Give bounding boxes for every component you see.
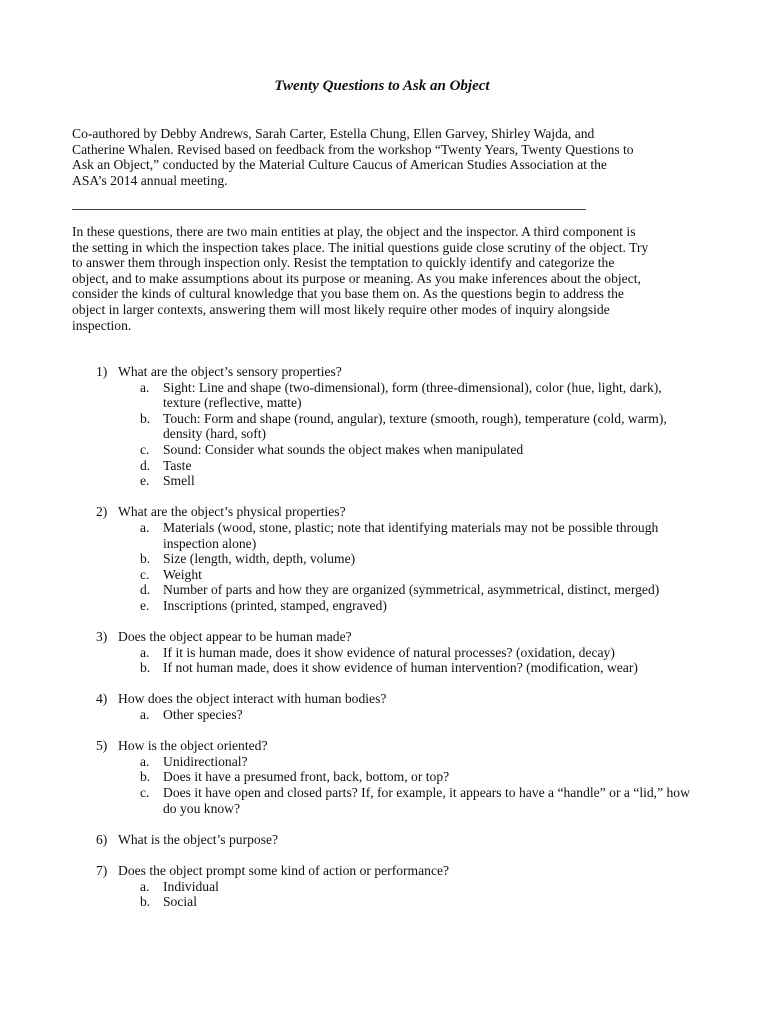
sub-question-letter: c. bbox=[140, 785, 150, 801]
sub-question-letter: a. bbox=[140, 644, 150, 660]
sub-question-text: Social bbox=[163, 894, 197, 910]
sub-question-letter: b. bbox=[140, 660, 151, 676]
sub-question-text: Smell bbox=[163, 473, 195, 489]
question-text: How is the object oriented? bbox=[118, 738, 268, 754]
sub-question-list bbox=[118, 520, 692, 614]
sub-question-text: Individual bbox=[163, 878, 219, 894]
sub-question-text: Taste bbox=[163, 457, 192, 473]
sub-question-letter: e. bbox=[140, 473, 150, 489]
sub-question-item bbox=[118, 785, 692, 816]
sub-question-letter: a. bbox=[140, 379, 150, 395]
sub-question-list bbox=[118, 645, 692, 676]
sub-question-item bbox=[118, 894, 692, 910]
sub-question-item bbox=[118, 769, 692, 785]
sub-question-list bbox=[118, 380, 692, 489]
question-text: What are the object’s sensory properties? bbox=[118, 364, 342, 379]
sub-question-letter: c. bbox=[140, 566, 150, 582]
question-item bbox=[72, 738, 692, 816]
sub-question-letter: a. bbox=[140, 878, 150, 894]
question-number: 1) bbox=[96, 364, 108, 379]
sub-question-item bbox=[118, 567, 692, 583]
question-item bbox=[72, 691, 692, 722]
sub-question-text: Number of parts and how they are organized (symmetrical, asymmetrical, distinct, merged) bbox=[163, 582, 660, 598]
question-text: Does the object prompt some kind of action or performance? bbox=[118, 863, 450, 878]
sub-question-letter: a. bbox=[140, 707, 150, 723]
sub-question-item bbox=[118, 754, 692, 770]
question-number: 3) bbox=[96, 629, 108, 645]
sub-question-letter: b. bbox=[140, 894, 151, 910]
sub-question-letter: e. bbox=[140, 597, 150, 613]
sub-question-text: Unidirectional? bbox=[163, 753, 248, 769]
sub-question-item bbox=[118, 411, 692, 442]
sub-question-letter: c. bbox=[140, 441, 150, 457]
sub-question-item bbox=[118, 442, 692, 458]
question-number: 6) bbox=[96, 831, 108, 847]
question-item bbox=[72, 504, 692, 613]
sub-question-item bbox=[118, 551, 692, 567]
question-number: 7) bbox=[96, 863, 108, 878]
sub-question-text: Sound: Consider what sounds the object makes when manipulated bbox=[163, 441, 524, 457]
sub-question-item bbox=[118, 879, 692, 895]
question-item bbox=[72, 832, 692, 848]
sub-question-item bbox=[118, 380, 692, 411]
document-title: Twenty Questions to Ask an Object bbox=[274, 78, 490, 94]
sub-question-text: Touch: Form and shape (round, angular), texture (smooth, rough), temperature (cold, warm), density (hard, soft) bbox=[163, 410, 667, 442]
sub-question-text: If not human made, does it show evidence of human intervention? (modification, wear) bbox=[163, 660, 638, 676]
sub-question-list bbox=[118, 879, 692, 910]
intro-paragraph: In these questions, there are two main entities at play, the object and the inspector. A third component is the setting in which the inspection takes place. The initial questions guide close scrutiny of the object. Try to answer them through inspection only. Resist the temptation to quickly identify and categorize the object, and to make assumptions about its purpose or meaning. As you make inferences about the object, consider the kinds of cultural knowledge that you base them on. As the questions begin to address the object in larger contexts, answering them will most likely require other modes of inquiry alongside inspection. bbox=[72, 224, 649, 333]
sub-question-item bbox=[118, 473, 692, 489]
question-text: Does the object appear to be human made? bbox=[118, 629, 352, 645]
sub-question-letter: b. bbox=[140, 410, 151, 426]
sub-question-text: Other species? bbox=[163, 707, 243, 723]
sub-question-list bbox=[118, 707, 692, 723]
sub-question-item bbox=[118, 660, 692, 676]
sub-question-text: Inscriptions (printed, stamped, engraved) bbox=[163, 597, 387, 613]
question-text: What is the object’s purpose? bbox=[118, 831, 279, 847]
sub-question-list bbox=[118, 754, 692, 816]
sub-question-letter: b. bbox=[140, 769, 151, 785]
question-number: 2) bbox=[96, 504, 108, 520]
sub-question-item bbox=[118, 707, 692, 723]
sub-question-item bbox=[118, 582, 692, 598]
sub-question-letter: a. bbox=[140, 753, 150, 769]
question-number: 5) bbox=[96, 738, 108, 754]
sub-question-item bbox=[118, 458, 692, 474]
sub-question-text: Does it have open and closed parts? If, for example, it appears to have a “handle” or a “lid,” how do you know? bbox=[163, 785, 690, 816]
sub-question-text: Sight: Line and shape (two-dimensional), form (three-dimensional), color (hue, light, dark), texture (reflective, matte) bbox=[163, 379, 662, 411]
question-text: What are the object’s physical properties? bbox=[118, 504, 346, 520]
sub-question-letter: d. bbox=[140, 457, 151, 473]
horizontal-rule bbox=[72, 209, 586, 210]
sub-question-text: Materials (wood, stone, plastic; note that identifying materials may not be possible through inspection alone) bbox=[163, 519, 659, 551]
question-text: How does the object interact with human bodies? bbox=[118, 691, 387, 707]
sub-question-text: Does it have a presumed front, back, bottom, or top? bbox=[163, 769, 450, 785]
question-item bbox=[72, 863, 692, 910]
sub-question-text: If it is human made, does it show evidence of natural processes? (oxidation, decay) bbox=[163, 644, 615, 660]
sub-question-letter: d. bbox=[140, 582, 151, 598]
sub-question-letter: b. bbox=[140, 551, 151, 567]
question-number: 4) bbox=[96, 691, 108, 707]
question-item bbox=[72, 629, 692, 676]
byline-paragraph: Co-authored by Debby Andrews, Sarah Carter, Estella Chung, Ellen Garvey, Shirley Wajda, and Catherine Whalen. Revised based on feedback from the workshop “Twenty Years, Twenty Questions to Ask an Object,” conducted by the Material Culture Caucus of American Studies Association at the ASA’s 2014 annual meeting. bbox=[72, 126, 634, 188]
question-item bbox=[72, 364, 692, 489]
sub-question-text: Size (length, width, depth, volume) bbox=[163, 551, 356, 567]
sub-question-item bbox=[118, 598, 692, 614]
question-list bbox=[72, 364, 692, 925]
sub-question-text: Weight bbox=[163, 566, 202, 582]
sub-question-letter: a. bbox=[140, 519, 150, 535]
sub-question-item bbox=[118, 520, 692, 551]
sub-question-item bbox=[118, 645, 692, 661]
